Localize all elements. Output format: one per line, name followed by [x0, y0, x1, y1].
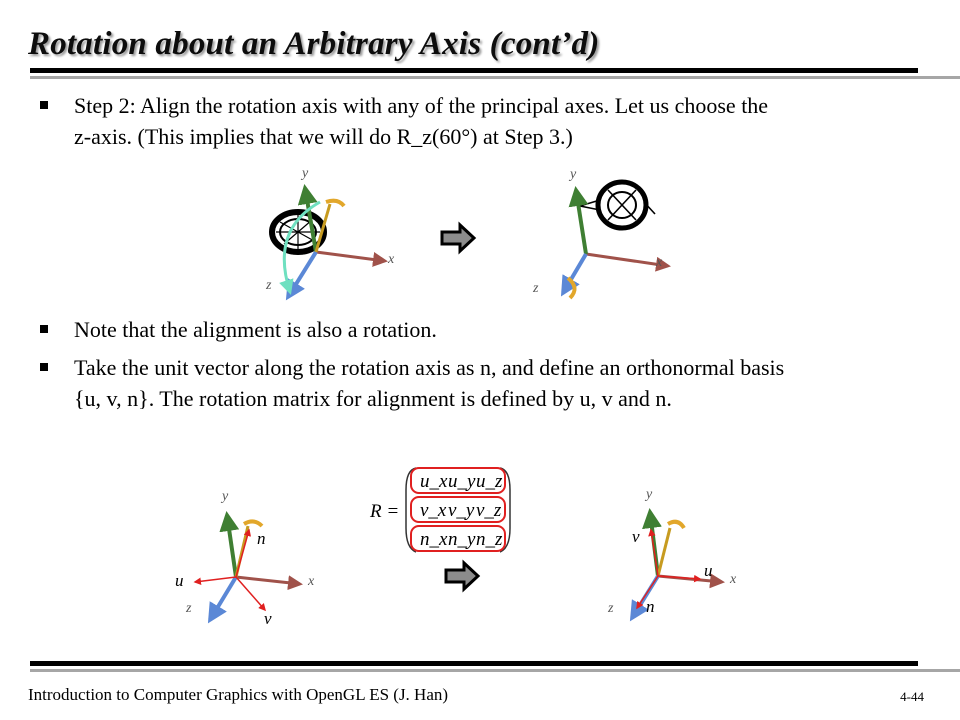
matrix-cell: u_z	[476, 471, 503, 492]
z-axis	[288, 252, 316, 297]
matrix-cell: u_x	[420, 471, 448, 492]
u-vector	[195, 577, 236, 582]
matrix-cell: v_x	[420, 500, 447, 521]
basis-label-v: v	[632, 527, 640, 546]
page-number: 4-44	[900, 689, 924, 704]
bullet-basis-line1: Take the unit vector along the rotation axis as n, and define an orthonormal basis	[74, 355, 785, 380]
basis-label-n: n	[646, 597, 655, 616]
right-arrow-icon	[442, 225, 474, 251]
bullet-note-line1: Note that the alignment is also a rotation.	[74, 317, 437, 342]
y-axis	[576, 190, 586, 254]
footer-text: Introduction to Computer Graphics with OpenGL ES (J. Han)	[28, 685, 449, 704]
matrix-cell: n_z	[476, 529, 503, 550]
axis-label-z: z	[608, 601, 614, 616]
bullet-step2-line2: z-axis. (This implies that we will do R_z(60°) at Step 3.)	[74, 124, 573, 149]
rotation-marker-icon	[244, 521, 262, 526]
rotation-marker-icon	[568, 278, 575, 298]
rotation-axis	[658, 528, 670, 576]
bullet-basis-line2: {u, v, n}. The rotation matrix for alignment is defined by u, v and n.	[74, 386, 672, 411]
x-axis	[236, 577, 300, 584]
axis-label-z: z	[266, 278, 272, 293]
x-axis	[316, 252, 385, 261]
y-axis	[227, 515, 236, 577]
matrix-lhs: R =	[370, 501, 400, 522]
axis-label-x: x	[388, 252, 395, 267]
basis-label-u: u	[704, 561, 713, 580]
basis-label-n: n	[257, 529, 266, 548]
axis-label-y: y	[222, 489, 229, 504]
basis-label-u: u	[175, 571, 184, 590]
bullet-step2-line1: Step 2: Align the rotation axis with any of the principal axes. Let us choose the	[74, 93, 769, 118]
rotation-matrix	[369, 468, 510, 552]
n-vector	[236, 530, 249, 577]
basis-label-v: v	[264, 609, 272, 628]
axis-label-x: x	[730, 572, 737, 587]
footer-rule-shadow	[30, 669, 960, 672]
footer-rule	[30, 661, 918, 666]
axis-label-x: x	[656, 255, 663, 270]
alignment-figure	[250, 160, 700, 310]
matrix-cell: v_z	[476, 500, 502, 521]
axis-label-z: z	[186, 601, 192, 616]
bullet-marker	[40, 325, 48, 333]
slide-title: Rotation about an Arbitrary Axis (cont’d)	[28, 26, 600, 62]
bullet-marker	[40, 101, 48, 109]
title-rule-shadow	[30, 76, 960, 79]
rotation-marker-icon	[668, 522, 684, 528]
title-rule	[30, 68, 918, 73]
z-axis	[210, 577, 236, 620]
rotation-axis	[316, 204, 330, 252]
axis-label-y: y	[570, 167, 577, 182]
matrix-cell: v_y	[448, 500, 475, 521]
matrix-cell: n_x	[420, 529, 448, 550]
axis-label-y: y	[302, 166, 309, 181]
basis-figure	[170, 460, 770, 640]
axis-label-z: z	[533, 281, 539, 296]
teapot-after	[580, 182, 655, 228]
bullet-marker	[40, 363, 48, 371]
axis-label-y: y	[646, 487, 653, 502]
right-arrow-icon	[446, 563, 478, 589]
matrix-cell: n_y	[448, 529, 476, 550]
v-vector	[236, 577, 265, 610]
axis-label-x: x	[308, 574, 315, 589]
matrix-cell: u_y	[448, 471, 476, 492]
